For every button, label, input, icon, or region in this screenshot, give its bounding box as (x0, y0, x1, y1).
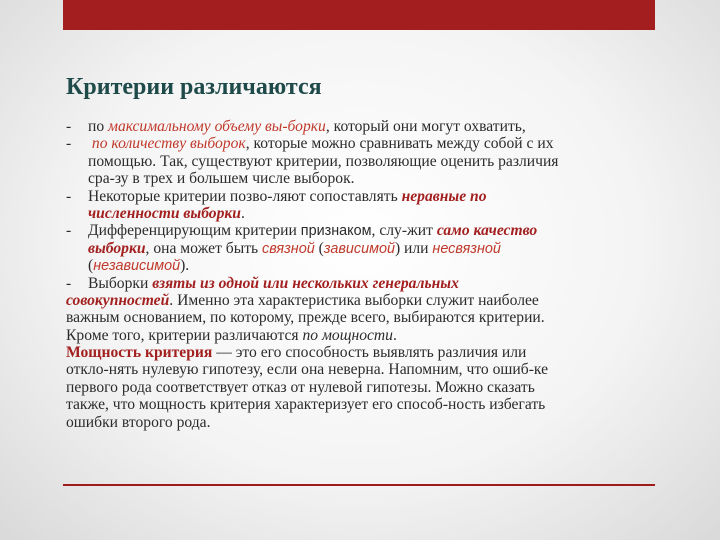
text-run: ) или (394, 239, 433, 257)
text-run: ). (180, 257, 190, 275)
text-line (66, 309, 651, 326)
text-run: также, что мощность критерия характеризует его способ-ность избегать (66, 396, 546, 414)
text-run: сра-зу в трех и большем числе выборок. (88, 170, 355, 188)
text-line (66, 396, 651, 413)
text-line (66, 275, 651, 292)
emphasis-run: численности выборки (88, 204, 241, 222)
text-line (66, 414, 651, 431)
emphasis-run: максимальному объему вы-борки (108, 118, 326, 135)
bullet-dash: - (66, 135, 72, 153)
slide-body-text (66, 118, 651, 431)
text-run: . (392, 326, 397, 344)
bullet-dash: - (66, 274, 72, 292)
emphasis-run: по мощности (302, 326, 393, 344)
emphasis-run: независимой (93, 258, 181, 275)
text-run: , который они могут охватить, (325, 118, 526, 135)
text-line (66, 257, 651, 274)
emphasis-run: неравные по (401, 187, 487, 205)
text-line (66, 205, 651, 222)
text-line (66, 222, 651, 239)
text-run: . (240, 204, 245, 222)
text-run: по (88, 118, 109, 135)
text-line (66, 153, 651, 170)
slide-title: Критерии различаются (66, 74, 322, 100)
emphasis-run: зависимой (323, 240, 395, 257)
text-run: , она может быть (145, 239, 263, 257)
bullet-dash: - (66, 187, 72, 205)
text-run: Выборки (88, 274, 153, 292)
text-line (66, 361, 651, 378)
text-run: ( (314, 239, 324, 257)
text-line (66, 170, 651, 187)
text-run: откло-нять нулевую гипотезу, если она неверна. Напомним, что ошиб-ке (66, 361, 549, 379)
text-line (66, 240, 651, 257)
text-line (66, 135, 651, 152)
emphasis-run: несвязной (432, 240, 501, 257)
emphasis-run: само качество (436, 222, 538, 240)
text-run: Некоторые критерии позво-ляют сопоставлять (88, 187, 402, 205)
text-run: — это его способность выявлять различия или (212, 344, 527, 362)
bottom-divider (63, 484, 655, 486)
top-accent-bar (63, 0, 655, 30)
text-run: Дифференцирующим критерии (88, 222, 301, 240)
text-run: , слу-жит (371, 222, 437, 240)
text-run: Кроме того, критерии различаются (66, 326, 303, 344)
text-line (66, 188, 651, 205)
emphasis-run: выборки (88, 239, 146, 257)
text-run: , которые можно сравнивать между собой с их (245, 135, 554, 153)
text-run: первого рода соответствует отказ от нулевой гипотезы. Можно сказать (66, 378, 535, 396)
text-line (66, 379, 651, 396)
text-line (66, 118, 651, 135)
text-line (66, 327, 651, 344)
text-run: . Именно эта характеристика выборки служит наиболее (169, 291, 539, 309)
text-line (66, 344, 651, 361)
bullet-dash: - (66, 222, 72, 240)
text-run: помощью. Так, существуют критерии, позволяющие оценить различия (88, 152, 559, 170)
text-run: ошибки второго рода. (66, 413, 211, 431)
text-line (66, 292, 651, 309)
emphasis-run: взяты из одной или нескольких генеральных (152, 274, 459, 292)
emphasis-run: признаком (300, 223, 372, 240)
text-run: ( (88, 257, 94, 275)
emphasis-run: Мощность критерия (66, 344, 213, 362)
emphasis-run: связной (262, 240, 315, 257)
emphasis-run: по количеству выборок (88, 135, 246, 153)
bullet-dash: - (66, 118, 72, 135)
emphasis-run: совокупностей (66, 291, 170, 309)
text-run: важным основанием, по которому, прежде всего, выбираются критерии. (66, 309, 545, 327)
